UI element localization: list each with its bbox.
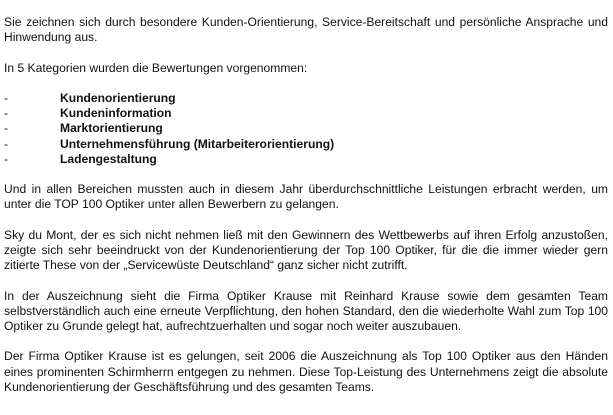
category-label: Kundeninformation: [60, 106, 172, 121]
list-bullet: -: [4, 90, 9, 105]
category-label: Marktorientierung: [60, 121, 163, 136]
list-bullet: -: [4, 136, 9, 151]
category-label: Kundenorientierung: [60, 90, 176, 105]
body-paragraph: Der Firma Optiker Krause ist es gelungen, seit 2006 die Auszeichnung als Top 100 Optiker aus den Händen eines prominenten Schirmherrn entgegen zu nehmen. Diese Top-Leistung des Unternehmens zeigt die absolute Kundenorientierung der Geschäftsführung und des gesamten Teams.: [4, 349, 608, 394]
list-item: [4, 121, 608, 136]
category-list: [4, 91, 608, 167]
intro-paragraph: Sie zeichnen sich durch besondere Kunden-Orientierung, Service-Bereitschaft und persönliche Ansprache und Hinwendung aus.: [4, 15, 608, 45]
list-item: [4, 152, 608, 167]
categories-intro: In 5 Kategorien wurden die Bewertungen vorgenommen:: [4, 60, 308, 75]
document-body: [4, 15, 608, 395]
list-item: [4, 106, 608, 121]
list-bullet: -: [4, 121, 9, 136]
body-paragraph: In der Auszeichnung sieht die Firma Optiker Krause mit Reinhard Krause sowie dem gesamten Team selbstverständlich auch eine erneute Verpflichtung, den hohen Standard, den die wiederholte Wahl zum Top 100 Optiker zu Grunde gelegt hat, aufrechtzuerhalten und sogar noch weiter auszubauen.: [4, 288, 608, 333]
category-label: Ladengestaltung: [60, 151, 157, 166]
list-bullet: -: [4, 106, 9, 121]
category-label: Unternehmensführung (Mitarbeiterorientierung): [60, 136, 335, 151]
list-item: [4, 91, 608, 106]
list-bullet: -: [4, 151, 9, 166]
body-paragraph: Und in allen Bereichen mussten auch in diesem Jahr überdurchschnittliche Leistungen erbracht werden, um unter die TOP 100 Optiker unter allen Bewerbern zu gelangen.: [4, 182, 608, 212]
body-paragraph: Sky du Mont, der es sich nicht nehmen ließ mit den Gewinnern des Wettbewerbs auf ihren Erfolg anzustoßen, zeigte sich sehr beeindruckt von der Kundenorientierung der Top 100 Optiker, für die die immer wieder gern zitierte These von der „Servicewüste Deutschland“ ganz sicher nicht zutrifft.: [4, 227, 608, 273]
list-item: [4, 137, 608, 152]
